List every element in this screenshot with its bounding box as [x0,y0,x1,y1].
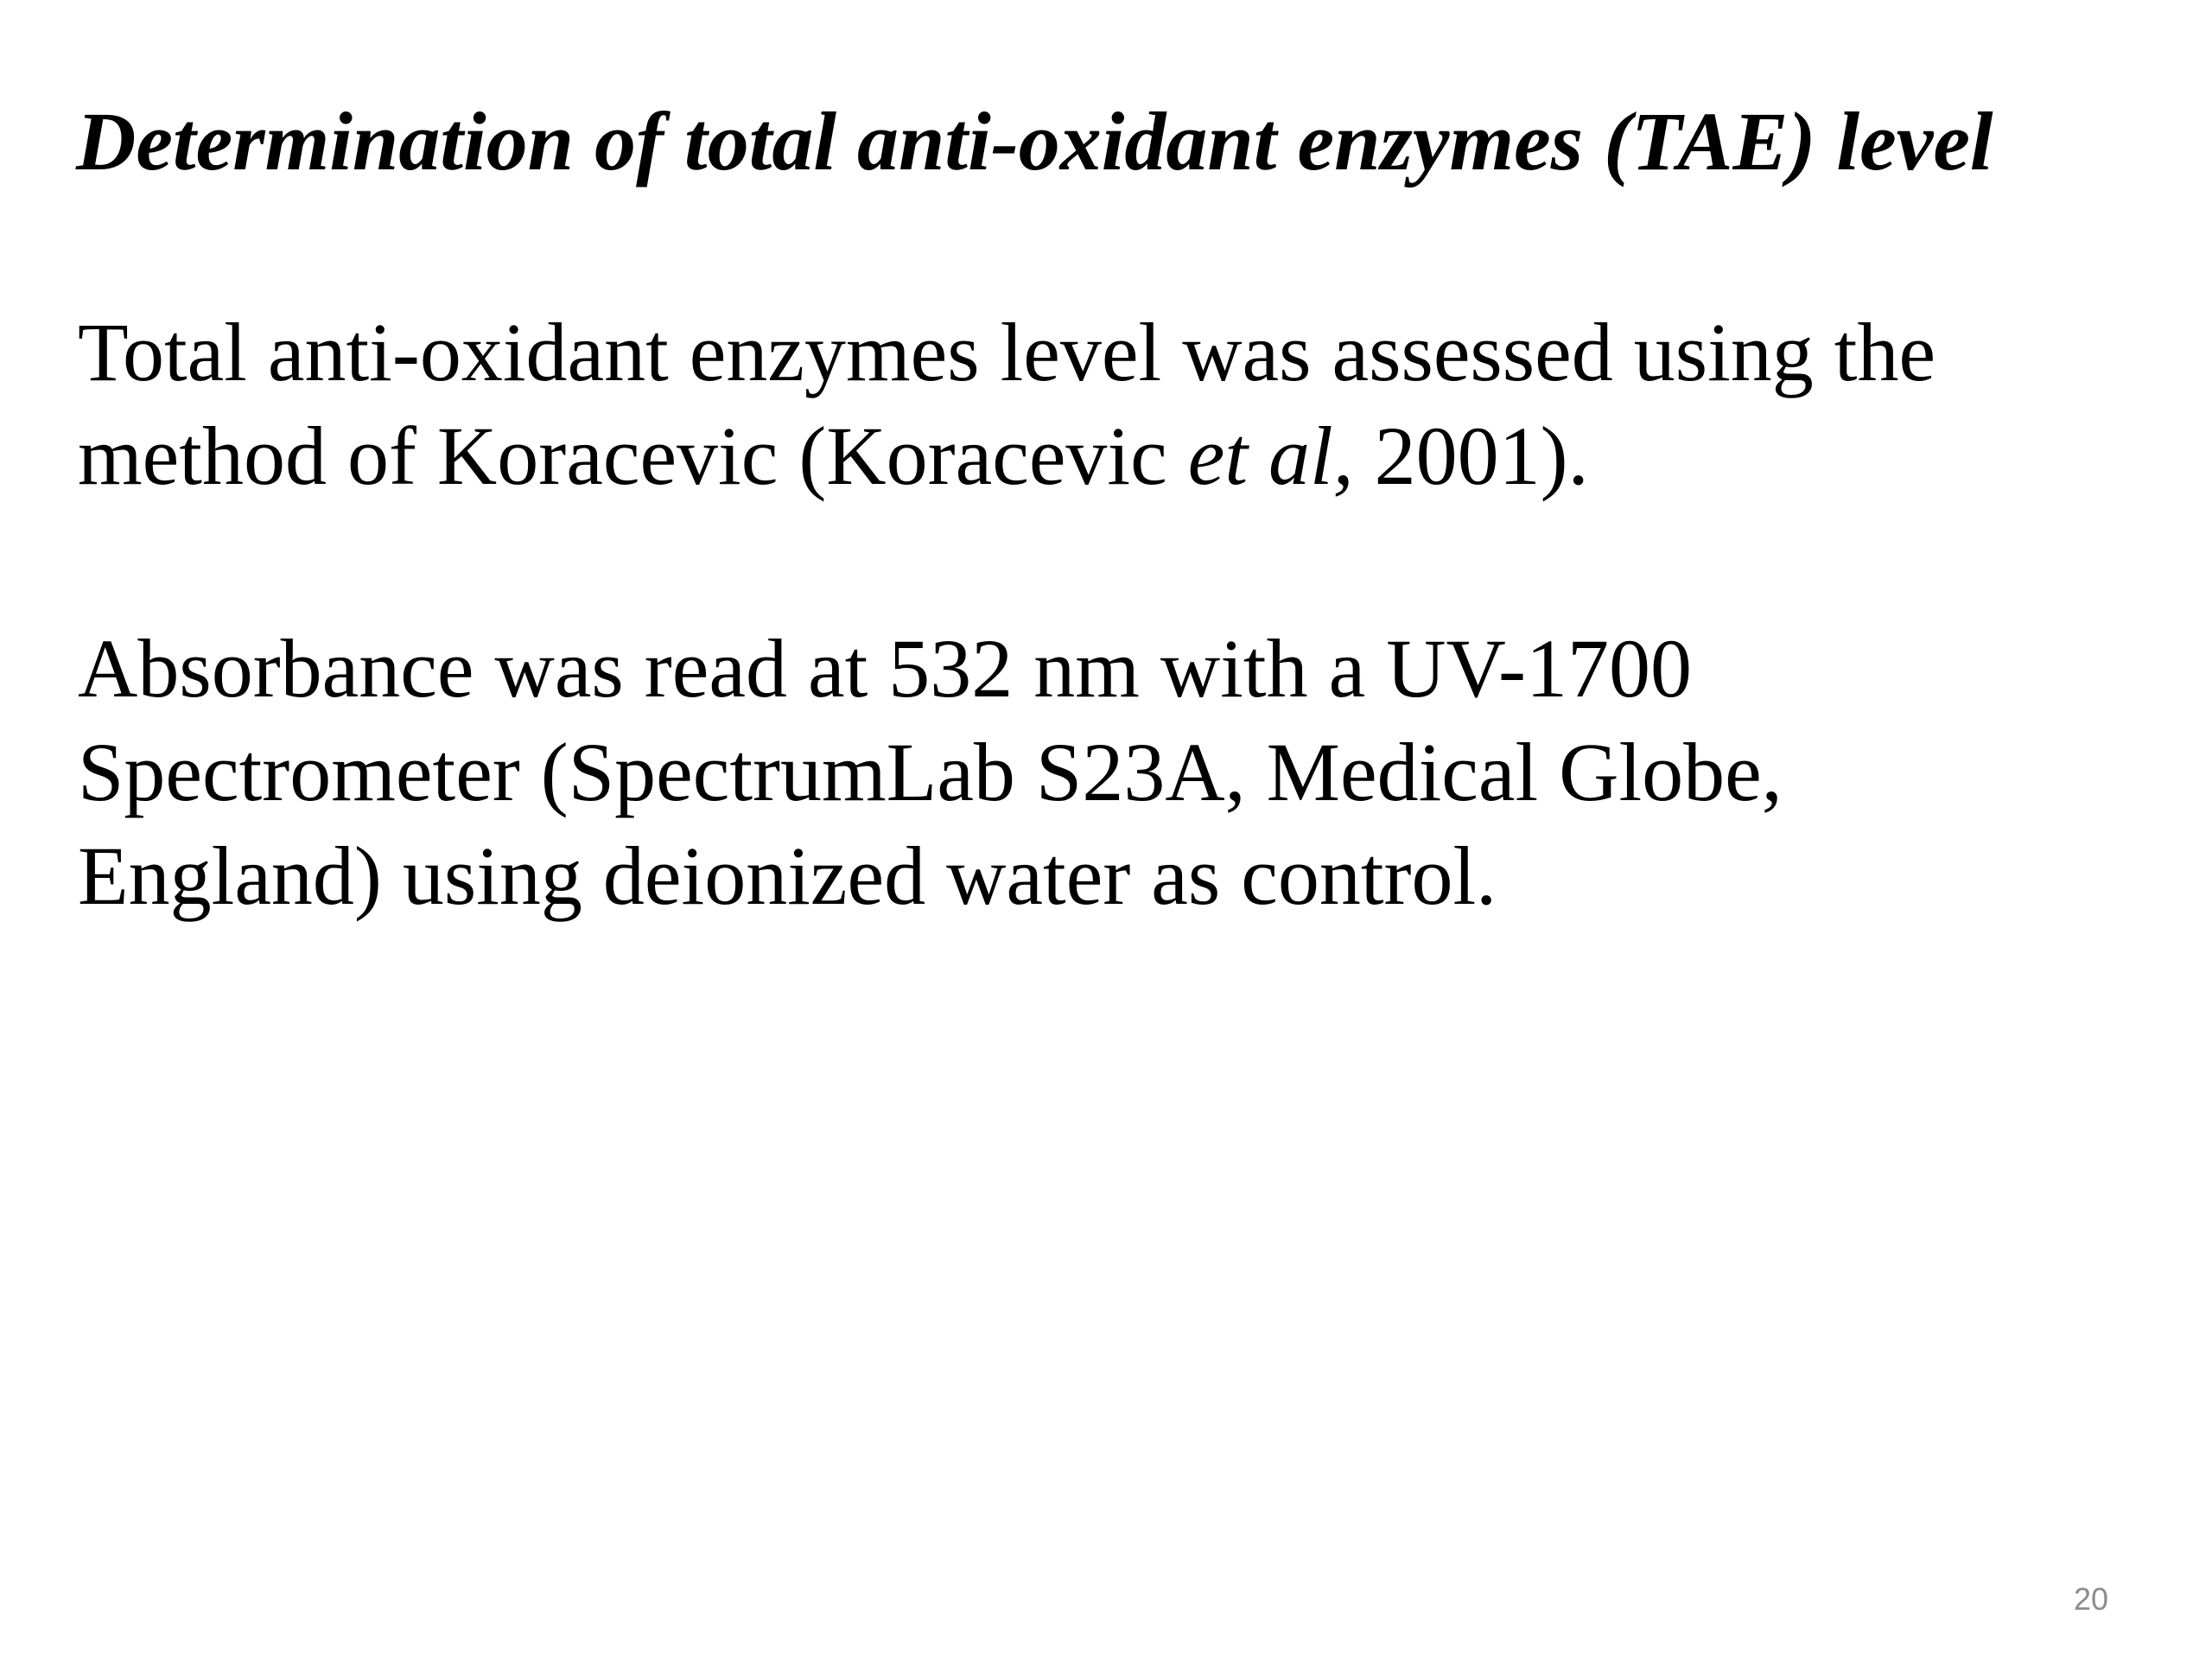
absorbance-line-1: Absorbance was read at 532 nm with a UV-1700 [78,622,1693,715]
absorbance-paragraph [78,617,1783,928]
page-number: 20 [2073,1581,2108,1617]
absorbance-line-2: Spectrometer (SpectrumLab S23A, Medical Globe, [78,726,1783,818]
method-line-2-end: 2001). [1353,410,1589,502]
absorbance-line-3: England) using deionized water as control. [78,830,1497,922]
citation-et-al: et al, [1187,410,1354,502]
method-paragraph [78,301,1936,508]
method-line-2-start: method of Koracevic (Koracevic [78,410,1188,502]
method-line-2 [78,404,1936,508]
method-line-1: Total anti-oxidant enzymes level was assessed using the [78,306,1936,398]
slide-title: Determination of total anti-oxidant enzymes (TAE) level [76,95,1993,188]
